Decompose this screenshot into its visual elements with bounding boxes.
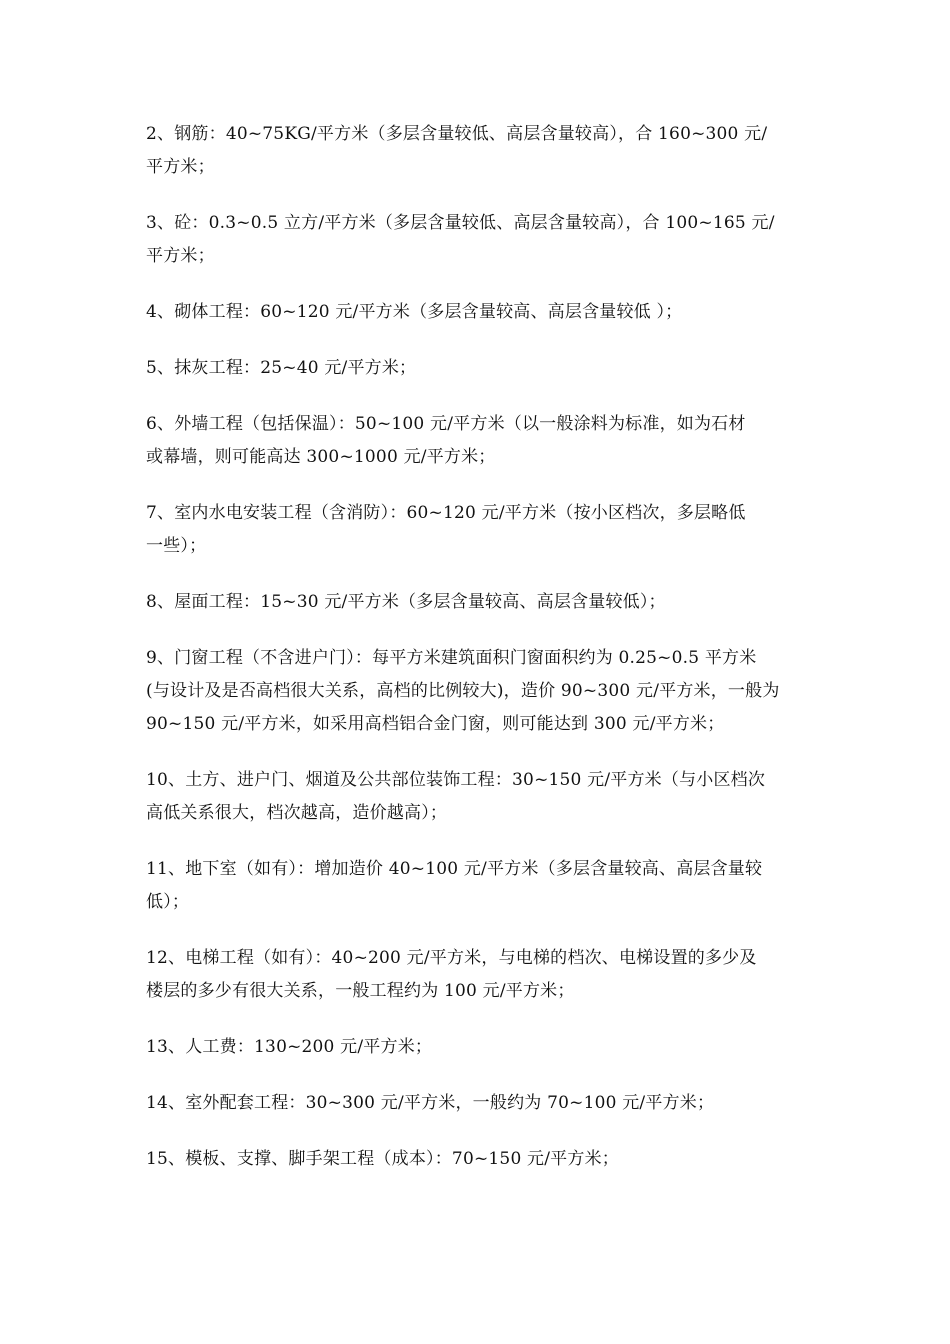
text-line: (与设计及是否高档很大关系，高档的比例较大)，造价 90~300 元/平方米，一般为 bbox=[146, 681, 780, 701]
text-line: 7、室内水电安装工程（含消防）：60~120 元/平方米（按小区档次，多层略低 bbox=[146, 503, 746, 523]
text-line: 90~150 元/平方米，如采用高档铝合金门窗，则可能达到 300 元/平方米； bbox=[146, 714, 725, 734]
text-line: 4、砌体工程：60~120 元/平方米（多层含量较高、高层含量较低 ）； bbox=[146, 302, 683, 322]
text-line: 高低关系很大，档次越高，造价越高）； bbox=[146, 803, 448, 823]
text-line: 11、地下室（如有）：增加造价 40~100 元/平方米（多层含量较高、高层含量较 bbox=[146, 859, 763, 879]
paragraph-item-11 bbox=[146, 853, 814, 919]
text-line: 平方米； bbox=[146, 246, 215, 266]
text-line: 6、外墙工程（包括保温）：50~100 元/平方米（以一般涂料为标准，如为石材 bbox=[146, 414, 746, 434]
paragraph-item-7 bbox=[146, 497, 814, 563]
text-line: 或幕墙，则可能高达 300~1000 元/平方米； bbox=[146, 447, 496, 467]
text-line: 平方米； bbox=[146, 157, 215, 177]
text-line: 9、门窗工程（不含进户门）：每平方米建筑面积门窗面积约为 0.25~0.5 平方米 bbox=[146, 648, 757, 668]
text-line: 5、抹灰工程：25~40 元/平方米； bbox=[146, 358, 417, 378]
paragraph-item-14 bbox=[146, 1087, 814, 1120]
document-body bbox=[146, 118, 814, 1199]
paragraph-item-8 bbox=[146, 586, 814, 619]
text-line: 13、人工费：130~200 元/平方米； bbox=[146, 1037, 433, 1057]
text-line: 10、土方、进户门、烟道及公共部位装饰工程：30~150 元/平方米（与小区档次 bbox=[146, 770, 766, 790]
paragraph-item-4 bbox=[146, 296, 814, 329]
paragraph-item-15 bbox=[146, 1143, 814, 1176]
paragraph-item-6 bbox=[146, 408, 814, 474]
text-line: 2、钢筋：40~75KG/平方米（多层含量较低、高层含量较高），合 160~300 元/ bbox=[146, 124, 768, 144]
paragraph-item-13 bbox=[146, 1031, 814, 1064]
paragraph-item-12 bbox=[146, 942, 814, 1008]
paragraph-item-5 bbox=[146, 352, 814, 385]
text-line: 8、屋面工程：15~30 元/平方米（多层含量较高、高层含量较低）； bbox=[146, 592, 666, 612]
text-line: 低）； bbox=[146, 892, 190, 912]
paragraph-item-3 bbox=[146, 207, 814, 273]
text-line: 14、室外配套工程：30~300 元/平方米，一般约为 70~100 元/平方米； bbox=[146, 1093, 715, 1113]
text-line: 一些）； bbox=[146, 536, 207, 556]
text-line: 楼层的多少有很大关系，一般工程约为 100 元/平方米； bbox=[146, 981, 575, 1001]
paragraph-item-9 bbox=[146, 642, 814, 741]
paragraph-item-2 bbox=[146, 118, 814, 184]
text-line: 12、电梯工程（如有）：40~200 元/平方米，与电梯的档次、电梯设置的多少及 bbox=[146, 948, 757, 968]
text-line: 3、砼：0.3~0.5 立方/平方米（多层含量较低、高层含量较高），合 100~165 元/ bbox=[146, 213, 775, 233]
text-line: 15、模板、支撑、脚手架工程（成本）：70~150 元/平方米； bbox=[146, 1149, 619, 1169]
paragraph-item-10 bbox=[146, 764, 814, 830]
